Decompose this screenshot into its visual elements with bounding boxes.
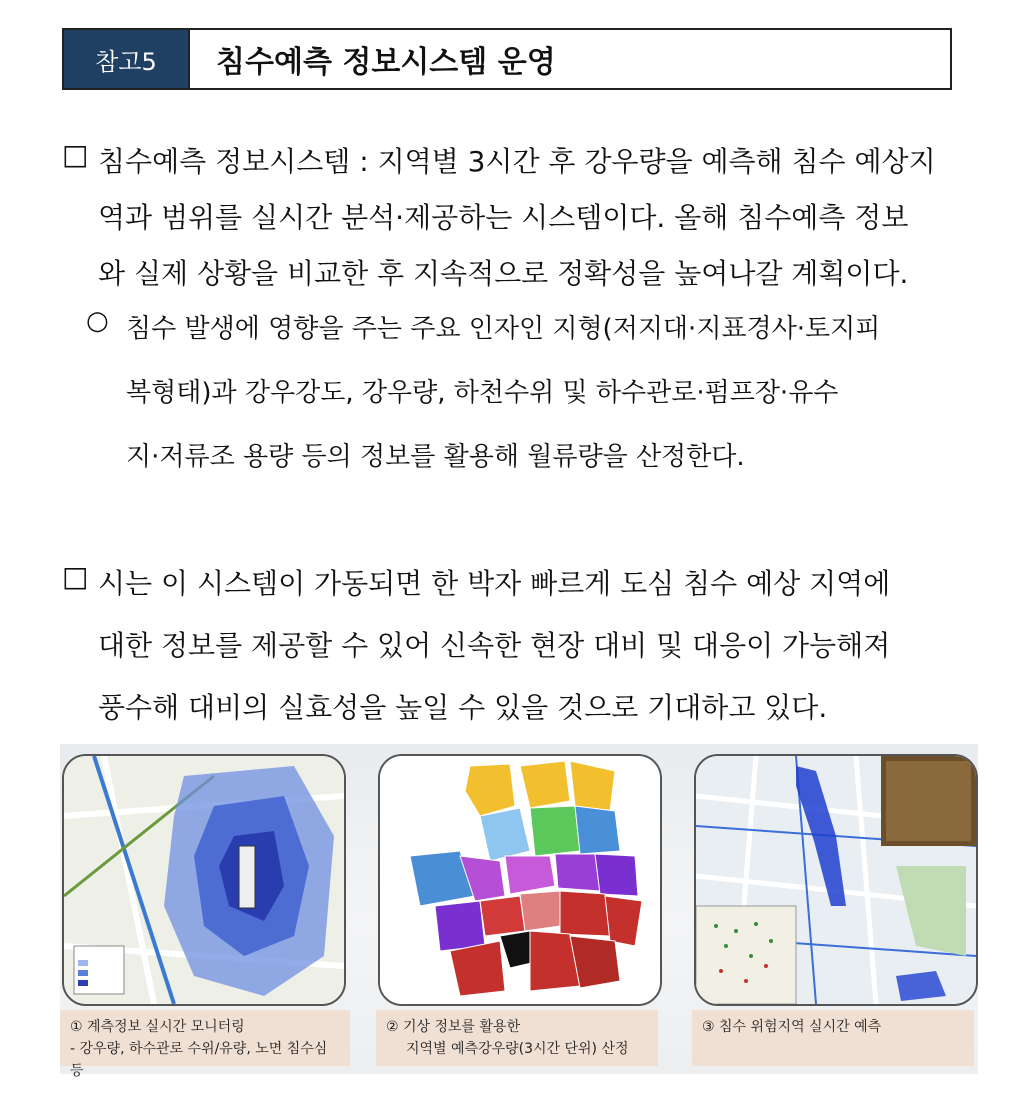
paragraph-line: 풍수해 대비의 실효성을 높일 수 있을 것으로 기대하고 있다. — [98, 691, 828, 724]
caption-line: - 강우량, 하수관로 수위/유량, 노면 침수심 등 — [70, 1041, 328, 1079]
page-title: 침수예측 정보시스템 운영 — [188, 30, 950, 88]
inundation-risk-map-image — [694, 754, 978, 1006]
figure-caption-3 — [692, 1010, 974, 1066]
paragraph-line: 침수예측 정보시스템 : 지역별 3시간 후 강우량을 예측해 침수 예상지 — [98, 145, 936, 178]
paragraph-line: 시는 이 시스템이 가동되면 한 박자 빠르게 도심 침수 예상 지역에 — [98, 567, 891, 600]
caption-line: 지역별 예측강우량(3시간 단위) 산정 — [406, 1041, 629, 1057]
reference-tag: 참고5 — [64, 30, 188, 88]
paragraph-marker: □ — [62, 560, 89, 593]
figure-caption-2 — [376, 1010, 658, 1066]
sub-bullet-line: 침수 발생에 영향을 주는 주요 인자인 지형(저지대·지표경사·토지피 — [126, 314, 881, 344]
monitoring-map-image — [62, 754, 346, 1006]
title-box — [62, 28, 952, 90]
caption-line: ② 기상 정보를 활용한 — [386, 1019, 521, 1035]
sub-bullet-marker: ○ — [86, 306, 109, 336]
district-forecast-map-image — [378, 754, 662, 1006]
paragraph-line: 와 실제 상황을 비교한 후 지속적으로 정확성을 높여나갈 계획이다. — [98, 257, 909, 290]
paragraph-line: 대한 정보를 제공할 수 있어 신속한 현장 대비 및 대응이 가능해져 — [98, 629, 891, 662]
paragraph-line: 역과 범위를 실시간 분석·제공하는 시스템이다. 올해 침수예측 정보 — [98, 201, 909, 234]
figure-caption-1 — [60, 1010, 350, 1079]
caption-line: ③ 침수 위험지역 실시간 예측 — [702, 1019, 882, 1035]
caption-line: ① 계측정보 실시간 모니터링 — [70, 1019, 245, 1035]
system-figure — [60, 744, 978, 1079]
sub-bullet-line: 복형태)과 강우강도, 강우량, 하천수위 및 하수관로·펌프장·유수 — [126, 378, 839, 408]
paragraph-marker: □ — [62, 138, 89, 171]
sub-bullet-line: 지·저류조 용량 등의 정보를 활용해 월류량을 산정한다. — [126, 442, 745, 472]
